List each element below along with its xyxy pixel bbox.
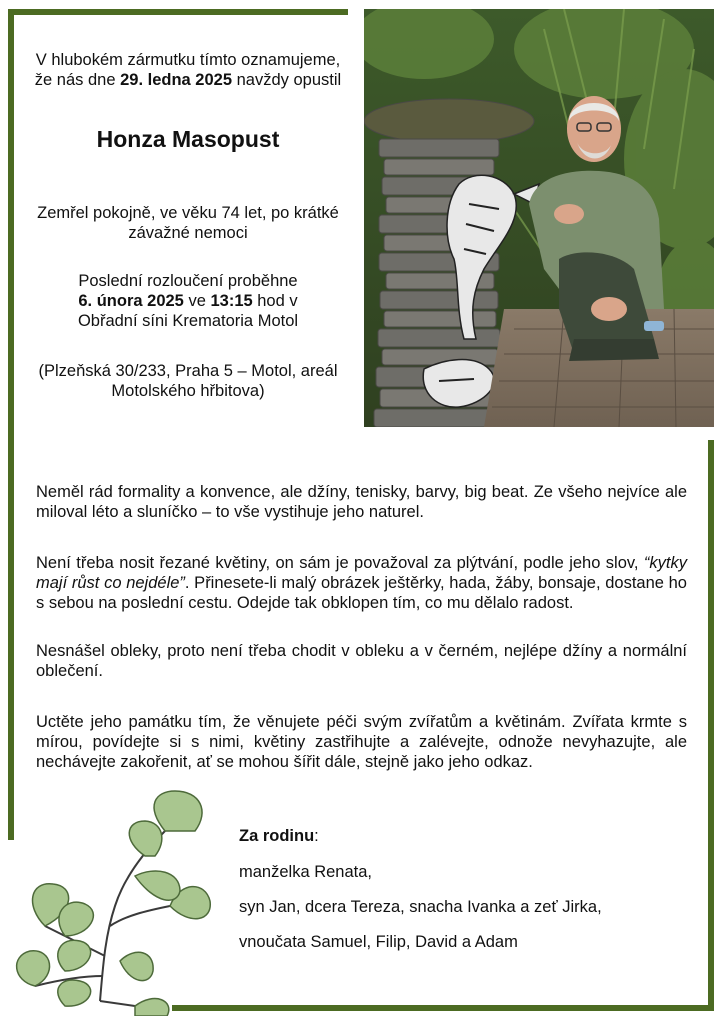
farewell-line3: Obřadní síni Krematoria Motol [77,312,299,330]
address-line1: (Plzeňská 30/233, Praha 5 – Motol, areál [38,362,338,380]
frame-right [708,440,714,1011]
death-line2: závažné nemoci [128,224,248,242]
address-line2: Motolského hřbitova) [111,382,265,400]
family-heading [239,826,319,846]
frame-left [8,9,14,840]
paragraph-2-quote: “kytky mají růst co nejdéle” [36,554,687,592]
announcement-line2-post: navždy opustil [232,71,342,89]
paragraph-2-pre: Není třeba nosit řezané květiny, on sám je považoval za plýtvání, podle jeho slov, [36,554,644,572]
death-info [20,203,356,243]
ginkgo-branch-icon [5,786,225,1016]
farewell-line2 [20,291,356,311]
announcement [20,50,356,90]
announcement-line1: V hlubokém zármutku tímto oznamujeme, [35,51,341,69]
address [20,361,356,401]
ginkgo-branch-svg [5,786,225,1016]
death-date: 29. ledna 2025 [120,71,233,89]
paragraph-2 [36,553,687,613]
farewell-info [20,271,356,331]
farewell-date: 6. února 2025 [78,292,184,310]
portrait-photo-svg [364,9,714,427]
family-heading-colon: : [314,827,319,845]
paragraph-2-post: . Přinesete-li malý obrázek ještěrky, hada, žáby, bonsaje, dostane ho s sebou na poslední cestu. Odejde tak obklopen tím, co mu dělalo radost. [36,574,687,612]
announcement-line2-pre: že nás dne [34,71,121,89]
family-children: syn Jan, dcera Tereza, snacha Ivanka a zeť Jirka, [239,898,602,916]
frame-bottom [172,1005,714,1011]
announcement-line2 [20,70,356,90]
family-heading-label: Za rodinu [239,827,315,845]
paragraph-4: Uctěte jeho památku tím, že věnujete péči svým zvířatům a květinám. Zvířata krmte s mírou, povídejte si s nimi, květiny zastřihujte a zalévejte, odnože nevyhazujte, ale nechávejte zakořenit, ať se mohou šířit dále, stejně jako jeho odkaz. [36,713,687,771]
portrait-photo [364,9,714,427]
farewell-post: hod v [252,292,298,310]
death-line1: Zemřel pokojně, ve věku 74 let, po krátké [37,204,339,222]
family-grandchildren: vnoučata Samuel, Filip, David a Adam [239,933,518,951]
farewell-mid: ve [183,292,211,310]
paragraph-1: Neměl rád formality a konvence, ale džíny, tenisky, barvy, big beat. Ze všeho nejvíce ale miloval léto a sluníčko – to vše vystihuje jeho naturel. [36,483,687,521]
paragraph-3: Nesnášel obleky, proto není třeba chodit v obleku a v černém, nejlépe džíny a normální oblečení. [36,642,687,680]
farewell-line1: Poslední rozloučení proběhne [78,272,298,290]
farewell-time: 13:15 [210,292,253,310]
family-wife: manželka Renata, [239,863,372,881]
deceased-name: Honza Masopust [96,126,280,152]
frame-top-left [8,9,348,15]
